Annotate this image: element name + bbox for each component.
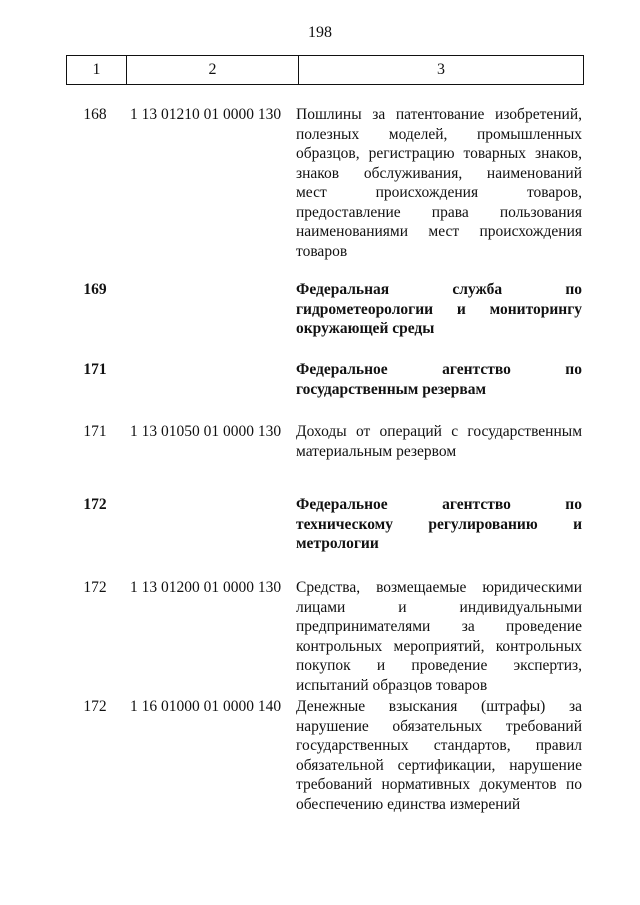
description-line: наименованиями мест происхождения [296,223,582,240]
description-line: Денежные взыскания (штрафы) за [296,698,582,715]
description-line: образцов, регистрацию товарных знаков, [296,145,582,162]
row-number: 171 [83,423,107,440]
column-header-1: 1 [67,56,127,84]
column-header-2: 2 [127,56,299,84]
description-line: знаков обслуживания, наименований [296,164,582,182]
description-line: техническому регулированию и [296,515,582,533]
description-line: материальным резервом [296,442,457,460]
page-number: 198 [308,24,332,41]
budget-code: 1 13 01200 01 0000 130 [130,579,282,596]
budget-code: 1 16 01000 01 0000 140 [130,698,282,715]
row-number: 169 [83,281,107,298]
row-description [296,495,582,554]
description-line: Пошлины за патентование изобретений, [296,106,582,123]
description-line: мест происхождения товаров, [296,184,582,201]
description-line: предпринимателями за проведение [296,618,582,635]
column-header-table [66,55,584,85]
description-line: обеспечению единства измерений [296,795,521,813]
description-line: лицами и индивидуальными [296,598,582,616]
row-description [296,280,582,339]
description-line: гидрометеорологии и мониторингу [296,300,582,318]
description-line: нарушение обязательных требований [296,717,582,735]
description-line: Доходы от операций с государственным [296,423,582,440]
description-line: требований нормативных документов по [296,776,582,793]
description-line: контрольных мероприятий, контрольных [296,637,582,655]
row-number: 171 [83,361,107,378]
row-description [296,578,582,695]
description-line: метрологии [296,535,379,552]
description-line: Федеральное агентство по [296,361,582,378]
description-line: государственным резервам [296,380,487,398]
budget-code: 1 13 01050 01 0000 130 [130,423,282,440]
row-description [296,422,582,461]
row-number: 172 [83,579,107,596]
row-number: 172 [83,698,107,715]
description-line: испытаний образцов товаров [296,676,488,694]
row-description [296,360,582,399]
budget-code: 1 13 01210 01 0000 130 [130,106,282,123]
row-description [296,105,582,261]
description-line: покупок и проведение экспертиз, [296,657,582,674]
description-line: предоставление права пользования [296,203,582,221]
description-line: государственных стандартов, правил [296,737,582,754]
description-line: Федеральное агентство по [296,496,582,513]
description-line: Средства, возмещаемые юридическими [296,579,582,596]
description-line: Федеральная служба по [296,281,582,298]
row-number: 168 [83,106,107,123]
row-description [296,697,582,814]
row-number: 172 [83,496,107,513]
description-line: товаров [296,242,348,260]
column-header-3: 3 [437,61,445,78]
description-line: окружающей среды [296,320,435,337]
description-line: обязательной сертификации, нарушение [296,756,582,774]
description-line: полезных моделей, промышленных [296,125,582,143]
